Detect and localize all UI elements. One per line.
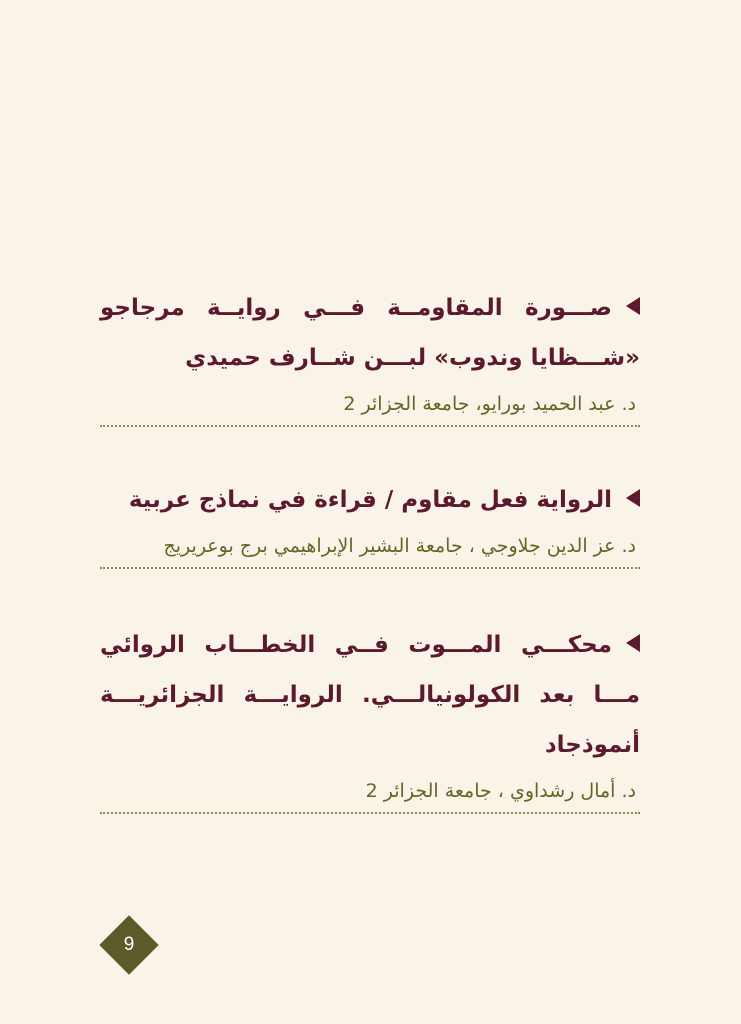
entry-author: د. عبد الحميد بورايو، جامعة الجزائر 2	[343, 393, 636, 415]
entry-title-text: محكـــي المـــوت فــي الخطـــاب الروائي مـــا بعد الكولونيالـــي. الروايـــة الجزائريـــة أنموذجاد	[100, 632, 640, 758]
triangle-bullet-icon	[626, 634, 640, 652]
entry-title-text: الرواية فعل مقاوم / قراءة في نماذج عربية	[128, 487, 612, 513]
toc-entry	[100, 475, 640, 569]
dotted-divider	[100, 425, 640, 427]
entry-author: د. أمال رشداوي ، جامعة الجزائر 2	[365, 780, 636, 802]
triangle-bullet-icon	[626, 297, 640, 315]
dotted-divider	[100, 812, 640, 814]
toc-entry	[100, 283, 640, 427]
entry-title	[100, 620, 640, 770]
page-number: 9	[123, 934, 135, 955]
entry-author: د. عز الدين جلاوجي ، جامعة البشير الإبراهيمي برج بوعريريج	[163, 535, 636, 557]
toc-entry	[100, 620, 640, 814]
entry-title	[100, 475, 640, 525]
entry-title	[100, 283, 640, 383]
entry-title-text: صـــورة المقاومــة فـــي روايــة مرجاجو «شـــظايا وندوب» لبـــن شــارف حميدي	[100, 295, 640, 371]
dotted-divider	[100, 567, 640, 569]
triangle-bullet-icon	[626, 489, 640, 507]
